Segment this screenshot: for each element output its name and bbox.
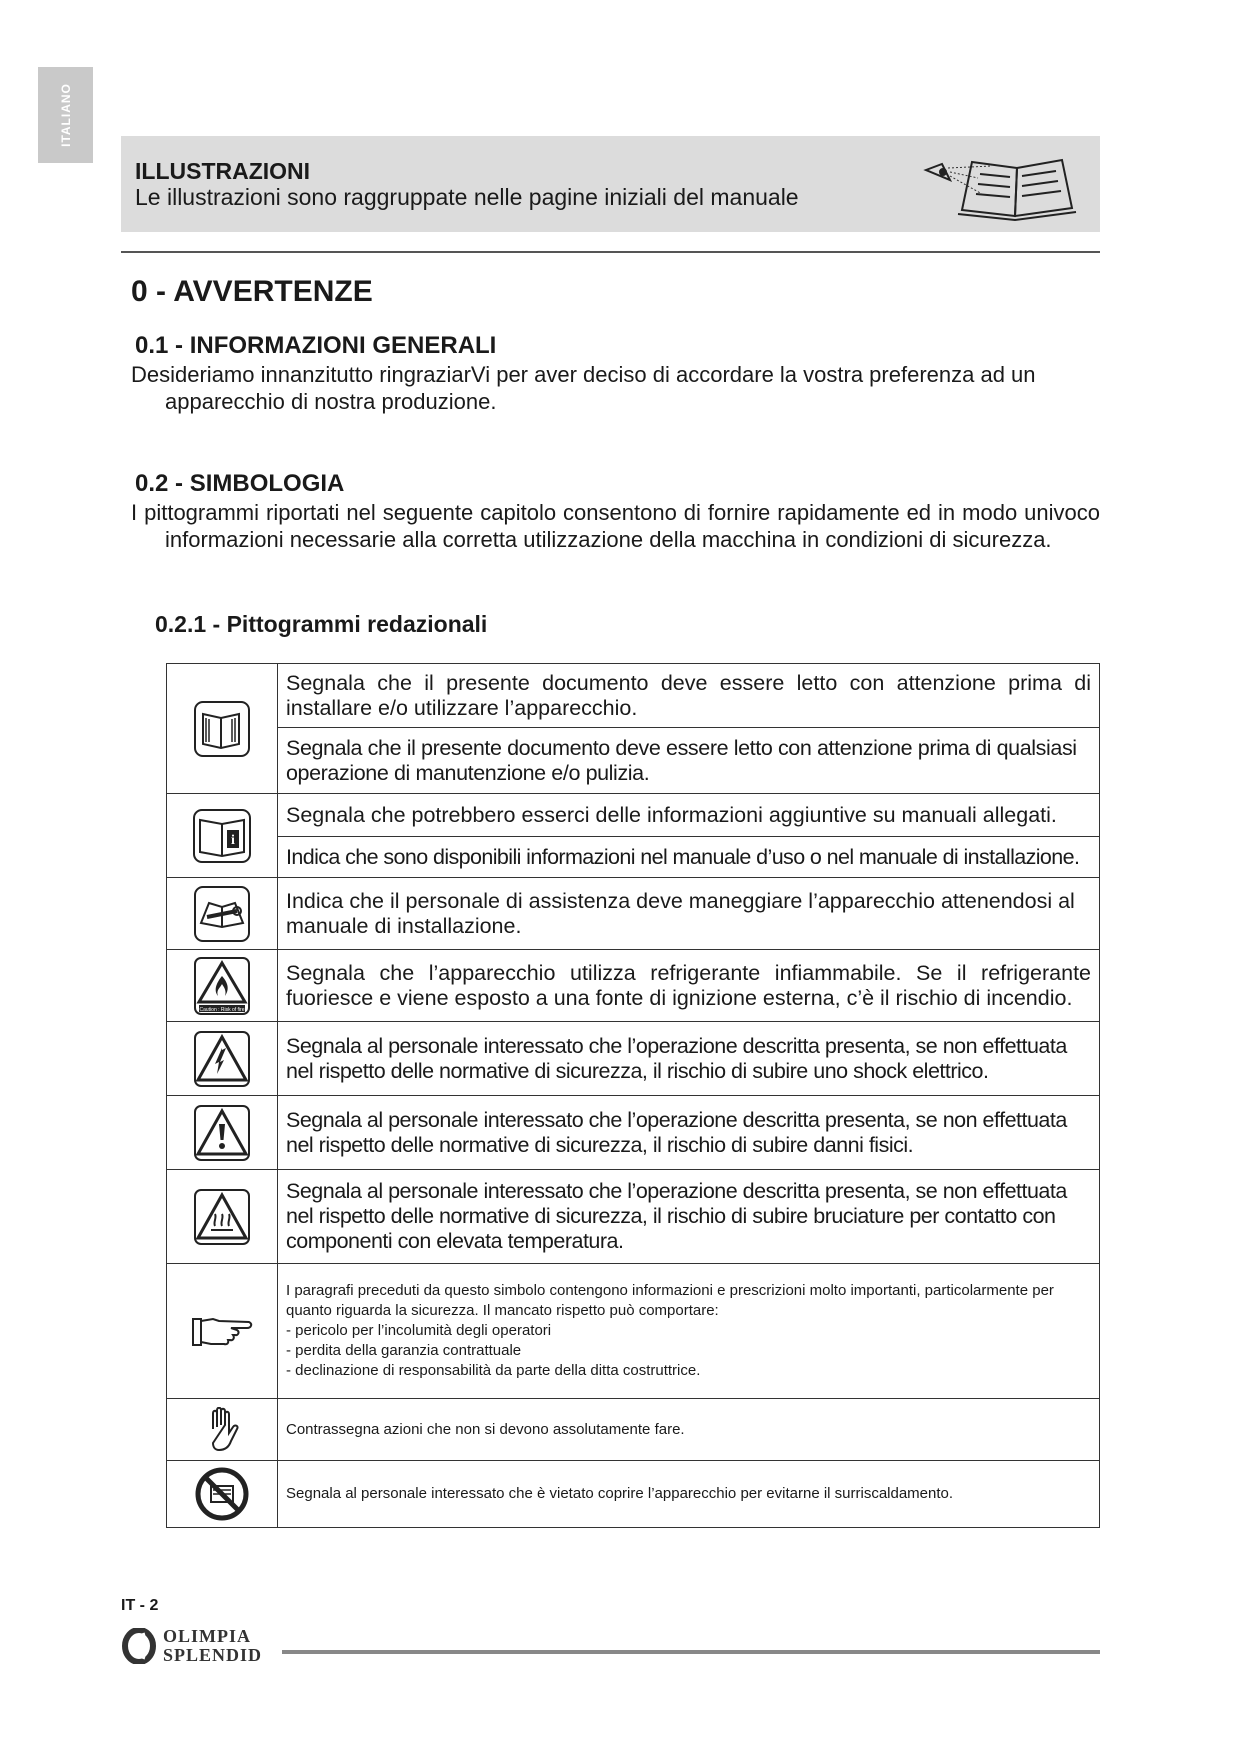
table-row [167, 1461, 1100, 1528]
general-danger-warning-icon [193, 1104, 251, 1162]
section-divider [121, 251, 1100, 253]
table-row [167, 878, 1100, 950]
important-note-bullet: - perdita della garanzia contrattuale [286, 1342, 522, 1359]
flammable-warning-icon [193, 956, 251, 1016]
pictogram-cell [167, 950, 278, 1022]
pictogram-description: Segnala che il presente documento deve essere letto con attenzione prima di installare e/o utilizzare l’apparecchio. [278, 664, 1100, 728]
table-row [167, 1399, 1100, 1461]
open-book-eye-icon [922, 150, 1092, 222]
table-row [167, 950, 1100, 1022]
section-0-2-title: 0.2 - SIMBOLOGIA [135, 470, 345, 497]
section-0-2-text: I pittogrammi riportati nel seguente capitolo consentono di fornire rapidamente ed in modo univoco informazioni necessarie alla corretta utilizzazione della macchina in condizioni di sicurezza. [131, 500, 1100, 552]
page-number: IT - 2 [121, 1597, 159, 1614]
table-row [167, 1264, 1100, 1399]
footer-divider [282, 1650, 1100, 1654]
language-side-tab [38, 67, 93, 163]
pictogram-cell [167, 664, 278, 794]
pictogram-description: Segnala al personale interessato che l’operazione descritta presenta, se non effettuata nel rispetto delle normative di sicurezza, il rischio di subire uno shock elettrico. [278, 1022, 1100, 1096]
section-0-1-title: 0.1 - INFORMAZIONI GENERALI [135, 332, 497, 359]
section-0-2-1-title: 0.2.1 - Pittogrammi redazionali [155, 611, 488, 637]
pictogram-table [166, 663, 1100, 1528]
hot-surface-warning-icon [193, 1188, 251, 1246]
pictogram-cell [167, 1096, 278, 1170]
electric-shock-warning-icon [193, 1030, 251, 1088]
pictogram-description: Segnala al personale interessato che è vietato coprire l’apparecchio per evitarne il surriscaldamento. [278, 1461, 1100, 1528]
illustrations-subtitle: Le illustrazioni sono raggruppate nelle pagine iniziali del manuale [135, 184, 799, 210]
pictogram-cell [167, 1461, 278, 1528]
info-manual-icon [192, 806, 252, 866]
table-row [167, 837, 1100, 878]
pictogram-description [278, 1264, 1100, 1399]
table-row [167, 728, 1100, 794]
pictogram-description: Segnala al personale interessato che l’operazione descritta presenta, se non effettuata nel rispetto delle normative di sicurezza, il rischio di subire bruciature per contatto con componenti con elevata temperatura. [278, 1170, 1100, 1264]
pictogram-description: Contrassegna azioni che non si devono assolutamente fare. [278, 1399, 1100, 1461]
illustrations-banner [121, 136, 1100, 232]
pictogram-cell [167, 1264, 278, 1399]
brand-logo [121, 1627, 262, 1665]
pictogram-cell [167, 878, 278, 950]
pictogram-cell [167, 1170, 278, 1264]
important-note-bullet: - pericolo per l’incolumità degli operatori [286, 1322, 552, 1339]
table-row [167, 1096, 1100, 1170]
book-icon [193, 700, 251, 758]
section-0-title: 0 - AVVERTENZE [131, 275, 373, 308]
pictogram-description: Indica che il personale di assistenza deve maneggiare l’apparecchio attenendosi al manuale di installazione. [278, 878, 1100, 950]
table-row [167, 664, 1100, 728]
pictogram-description: Segnala che potrebbero esserci delle informazioni aggiuntive su manuali allegati. [278, 794, 1100, 837]
pointing-hand-icon [191, 1313, 253, 1349]
pictogram-description: Segnala al personale interessato che l’operazione descritta presenta, se non effettuata nel rispetto delle normative di sicurezza, il rischio di subire danni fisici. [278, 1096, 1100, 1170]
important-note-line: I paragrafi preceduti da questo simbolo contengono informazioni e prescrizioni molto importanti, particolarmente per [286, 1282, 1054, 1299]
stop-hand-icon [205, 1407, 239, 1453]
svg-text:i: i [231, 832, 235, 848]
flammable-icon-caption: Caution : Risk of fire [199, 1006, 245, 1013]
pictogram-description: Segnala che l’apparecchio utilizza refrigerante infiammabile. Se il refrigerante fuoriesce e viene esposto a una fonte di ignizione esterna, c’è il rischio di incendio. [278, 950, 1100, 1022]
language-label: ITALIANO [58, 83, 73, 147]
important-note-bullet: - declinazione di responsabilità da parte della ditta costruttrice. [286, 1362, 701, 1379]
pictogram-description: Segnala che il presente documento deve essere letto con attenzione prima di qualsiasi operazione di manutenzione e/o pulizia. [278, 728, 1100, 794]
pictogram-description: Indica che sono disponibili informazioni nel manuale d’uso o nel manuale di installazione. [278, 837, 1100, 878]
important-note-line: quanto riguarda la sicurezza. Il mancato rispetto può comportare: [286, 1302, 719, 1319]
olimpia-splendid-logo-mark [121, 1628, 157, 1664]
pictogram-cell [167, 1399, 278, 1461]
table-row [167, 794, 1100, 837]
illustrations-title: ILLUSTRAZIONI [135, 158, 311, 184]
brand-name [163, 1627, 262, 1665]
table-row [167, 1170, 1100, 1264]
table-row [167, 1022, 1100, 1096]
section-0-1-text: Desideriamo innanzitutto ringraziarVi per aver deciso di accordare la vostra preferenza ad un apparecchio di nostra produzione. [131, 362, 1036, 414]
brand-name-line1: OLIMPIA [163, 1626, 251, 1646]
pictogram-cell [167, 1022, 278, 1096]
do-not-cover-icon [194, 1466, 250, 1522]
pictogram-cell [167, 794, 278, 878]
brand-name-line2: SPLENDID [163, 1645, 263, 1665]
service-manual-wrench-icon [193, 885, 251, 943]
